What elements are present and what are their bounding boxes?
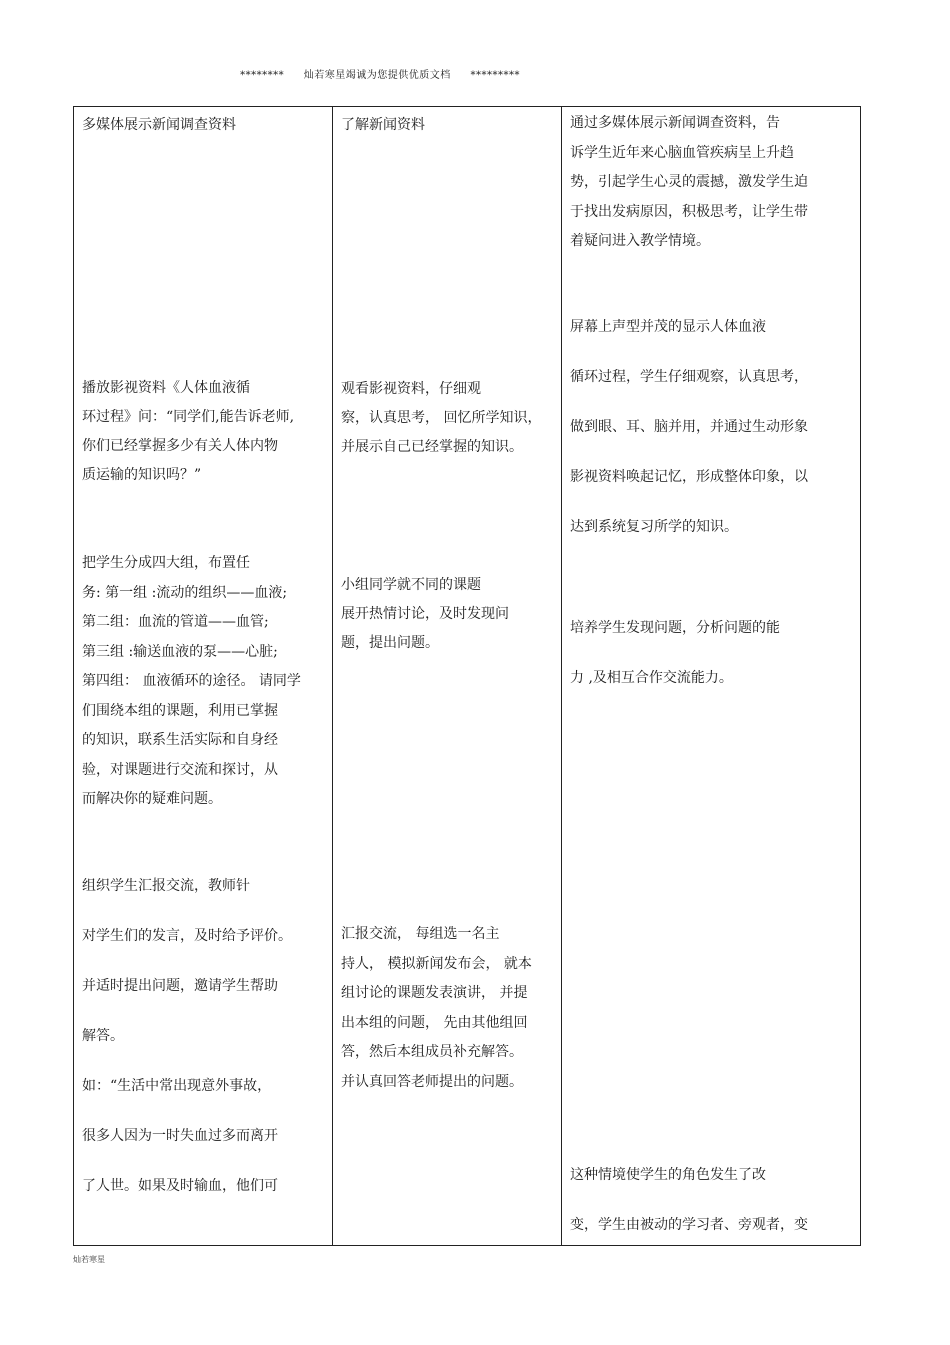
intent-text: 通过多媒体展示新闻调查资料，告 诉学生近年来心脑血管疾病呈上升趋 势，引起学生心灵的震撼，激发学生迫 于找出发病原因，积极思考，让学生带 着疑问进入教学情境。 xyxy=(570,115,808,249)
teacher-text: 播放影视资料《人体血液循 环过程》问：“同学们,能告诉老师, 你们已经掌握多少有关人体内物 质运输的知识吗？” xyxy=(82,380,295,483)
header-stars-left: ******** xyxy=(240,70,285,81)
teacher-text: 组织学生汇报交流，教师针 xyxy=(82,878,250,894)
teacher-text: 并适时提出问题，邀请学生帮助 xyxy=(82,978,278,994)
lesson-table xyxy=(73,106,861,1246)
header-text: 灿若寒星竭诚为您提供优质文档 xyxy=(303,70,451,81)
header-stars-right: ********* xyxy=(470,70,520,81)
page-footer: 灿若寒星 xyxy=(73,1255,105,1264)
student-activity-column xyxy=(333,107,561,1245)
intent-text: 达到系统复习所学的知识。 xyxy=(570,519,738,535)
design-intent-column xyxy=(562,107,860,1245)
teacher-activity-column xyxy=(74,107,332,1245)
student-text: 观看影视资料，仔细观 察，认真思考， 回忆所学知识， 并展示自己已经掌握的知识。 xyxy=(341,381,542,455)
intent-text: 屏幕上声型并茂的显示人体血液 xyxy=(570,319,766,335)
intent-text: 这种情境使学生的角色发生了改 xyxy=(570,1167,766,1183)
student-text: 小组同学就不同的课题 展开热情讨论，及时发现问 题，提出问题。 xyxy=(341,577,509,651)
page-header xyxy=(0,66,760,81)
teacher-text: 很多人因为一时失血过多而离开 xyxy=(82,1128,278,1144)
student-text: 了解新闻资料 xyxy=(341,117,425,133)
teacher-text: 解答。 xyxy=(82,1028,124,1044)
teacher-text: 了人世。如果及时输血，他们可 xyxy=(82,1178,278,1194)
intent-text: 做到眼、耳、脑并用，并通过生动形象 xyxy=(570,419,808,435)
teacher-text: 如：“生活中常出现意外事故， xyxy=(82,1078,272,1094)
intent-text: 培养学生发现问题，分析问题的能 xyxy=(570,620,780,636)
intent-text: 变，学生由被动的学习者、旁观者，变 xyxy=(570,1217,808,1233)
teacher-text: 对学生们的发言，及时给予评价。 xyxy=(82,928,292,944)
intent-text: 循环过程，学生仔细观察，认真思考， xyxy=(570,369,808,385)
student-text: 汇报交流， 每组选一名主 持人， 模拟新闻发布会， 就本 组讨论的课题发表演讲， 并提 出本组的问题， 先由其他组回 答，然后本组成员补充解答。 并认真回答老师提出的问题。 xyxy=(341,926,532,1090)
intent-text: 力 ,及相互合作交流能力。 xyxy=(570,670,733,686)
intent-text: 影视资料唤起记忆，形成整体印象，以 xyxy=(570,469,808,485)
teacher-text: 多媒体展示新闻调查资料 xyxy=(82,117,236,133)
teacher-text: 把学生分成四大组，布置任 务: 第一组 :流动的组织——血液; 第二组：血流的管道——血管; 第三组 :输送血液的泵——心脏; 第四组： 血液循环的途径。 请同学 们围绕本组的课题，利用已掌握 的知识，联系生活实际和自身经 验，对课题进行交流和探讨，从 而解决你的疑难问题。 xyxy=(82,555,301,807)
